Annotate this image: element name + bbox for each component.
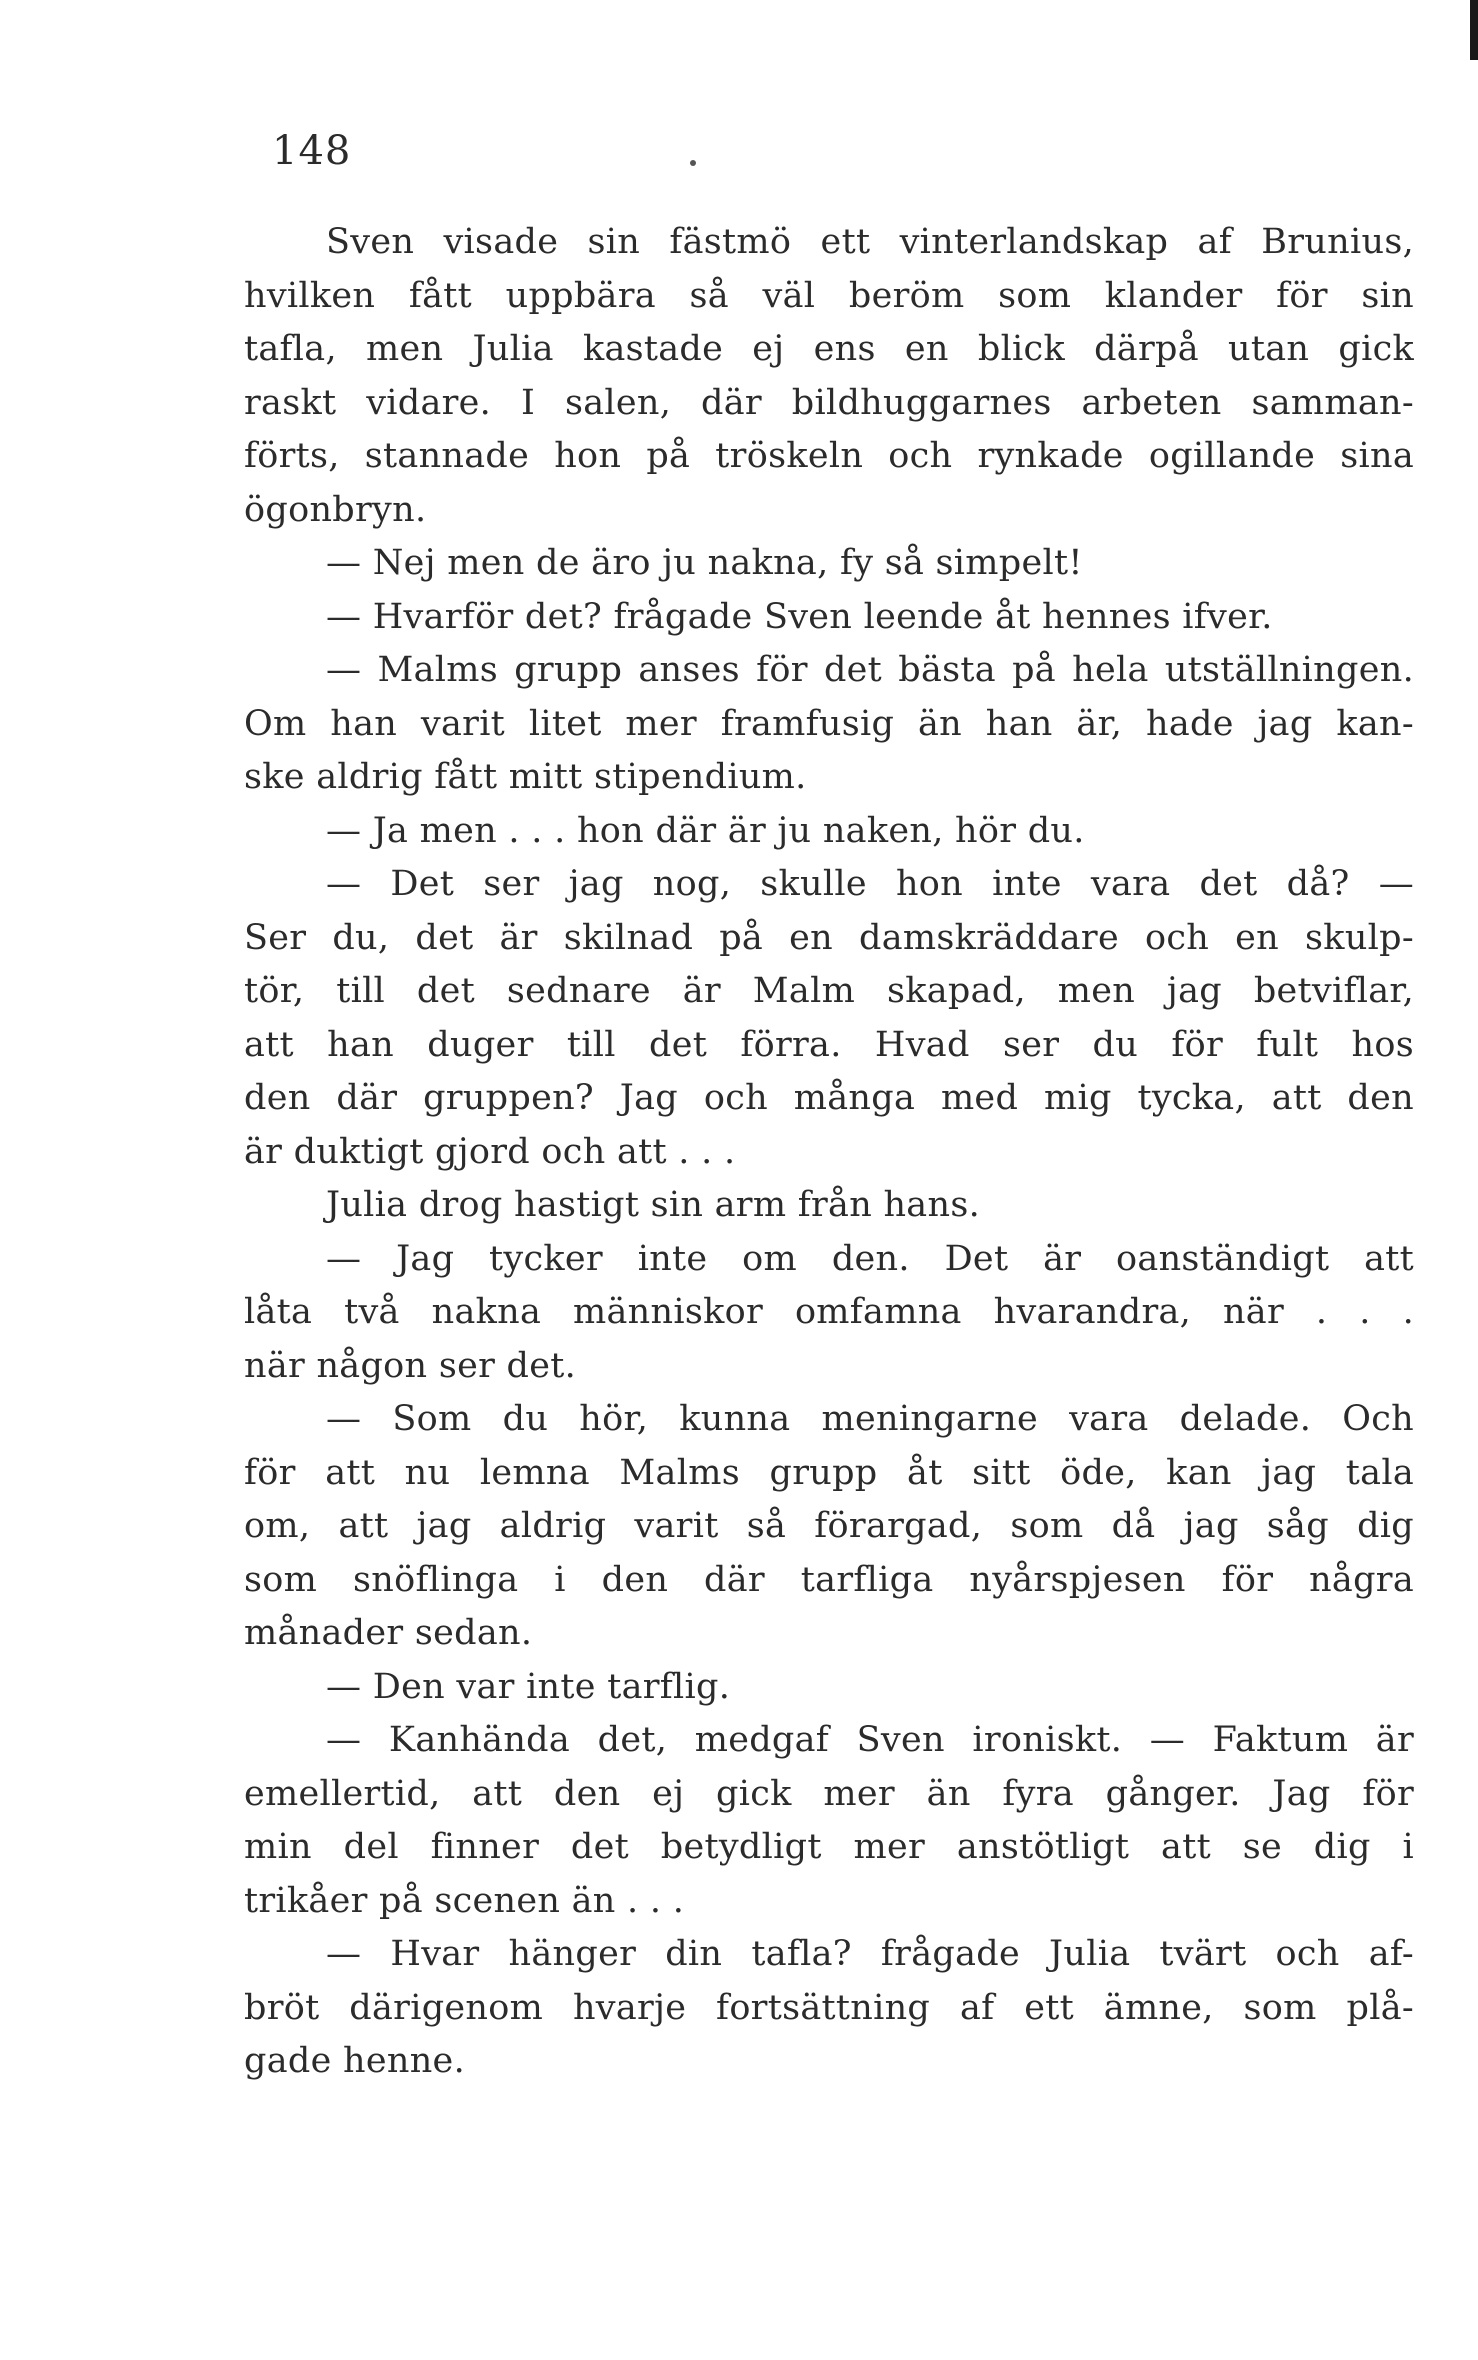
- text-line: månader sedan.: [244, 1613, 533, 1653]
- text-line: min del finner det betydligt mer anstötligt att se dig i: [244, 1827, 1414, 1867]
- text-line: bröt därigenom hvarje fortsättning af ett ämne, som plå-: [244, 1987, 1414, 2028]
- text-line: Om han varit litet mer framfusig än han är, hade jag kan-: [244, 703, 1414, 744]
- text-line: hvilken fått uppbära så väl beröm som klander för sin: [244, 275, 1414, 316]
- text-line: Julia drog hastigt sin arm från hans.: [326, 1185, 981, 1225]
- page-number: 148: [272, 128, 352, 174]
- text-line: trikåer på scenen än . . .: [244, 1880, 685, 1921]
- text-line: — Hvar hänger din tafla? frågade Julia tvärt och af-: [326, 1934, 1414, 1974]
- text-line: — Kanhända det, medgaf Sven ironiskt. — Faktum är: [326, 1720, 1414, 1760]
- text-line: tör, till det sednare är Malm skapad, men jag betviflar,: [244, 971, 1414, 1011]
- text-line: som snöflinga i den där tarfliga nyårspjesen för några: [244, 1559, 1414, 1600]
- text-line: är duktigt gjord och att . . .: [244, 1131, 736, 1172]
- text-line: — Malms grupp anses för det bästa på hela utställningen.: [326, 650, 1414, 690]
- text-line: ske aldrig fått mitt stipendium.: [244, 757, 807, 797]
- text-line: att han duger till det förra. Hvad ser du för fult hos: [244, 1024, 1414, 1065]
- text-line: om, att jag aldrig varit så förargad, som då jag såg dig: [244, 1506, 1414, 1546]
- text-line: — Ja men . . . hon där är ju naken, hör du.: [326, 810, 1085, 851]
- text-line: för att nu lemna Malms grupp åt sitt öde, kan jag tala: [244, 1452, 1414, 1493]
- text-line: — Jag tycker inte om den. Det är oanständigt att: [326, 1238, 1414, 1279]
- text-line: — Som du hör, kunna meningarne vara delade. Och: [326, 1399, 1414, 1439]
- text-line: emellertid, att den ej gick mer än fyra gånger. Jag för: [244, 1773, 1414, 1814]
- text-line: förts, stannade hon på tröskeln och rynkade ogillande sina: [244, 436, 1414, 476]
- text-line: raskt vidare. I salen, där bildhuggarnes arbeten samman-: [244, 382, 1414, 423]
- text-line: när någon ser det.: [244, 1345, 577, 1386]
- text-line: — Den var inte tarflig.: [326, 1666, 731, 1707]
- text-line: — Hvarför det? frågade Sven leende åt hennes ifver.: [326, 596, 1273, 637]
- print-speck: [690, 160, 696, 166]
- text-line: Sven visade sin fästmö ett vinterlandskap af Brunius,: [326, 222, 1414, 262]
- text-line: låta två nakna människor omfamna hvarandra, när . . .: [244, 1292, 1414, 1332]
- text-line: tafla, men Julia kastade ej ens en blick därpå utan gick: [244, 329, 1414, 369]
- text-line: ögonbryn.: [244, 489, 427, 530]
- body-text: [244, 216, 1414, 2089]
- text-line: gade henne.: [244, 2041, 465, 2081]
- text-line: — Det ser jag nog, skulle hon inte vara det då? —: [326, 864, 1414, 904]
- text-line: den där gruppen? Jag och många med mig tycka, att den: [244, 1078, 1414, 1118]
- page-edge-mark: [1470, 0, 1478, 60]
- text-line: — Nej men de äro ju nakna, fy så simpelt!: [326, 543, 1083, 583]
- text-line: Ser du, det är skilnad på en damskräddare och en skulp-: [244, 917, 1414, 958]
